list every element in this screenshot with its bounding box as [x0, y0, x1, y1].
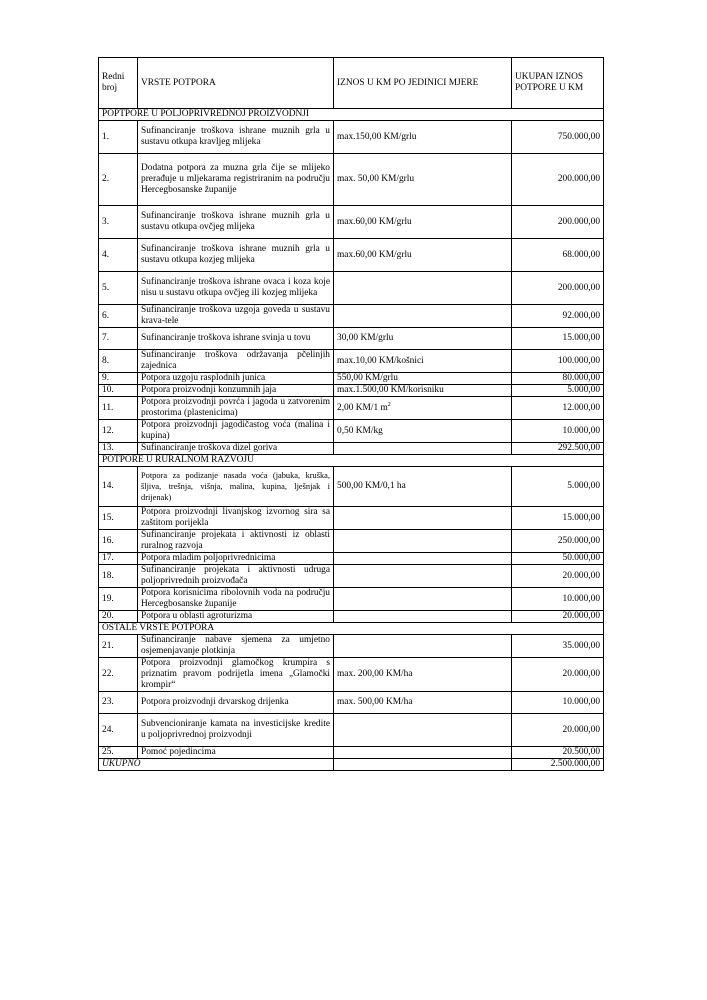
table-row: [99, 507, 604, 530]
unit-amount-text: max.10,00 KM/košnici: [337, 355, 424, 366]
row-description: Potpora u oblasti agroturizma: [138, 611, 334, 623]
row-number: 22.: [99, 658, 138, 692]
table-row: [99, 467, 604, 507]
row-unit-amount: [334, 658, 512, 692]
total-empty-cell: [334, 759, 512, 771]
section-row: [99, 623, 604, 635]
unit-amount-text: max. 500,00 KM/ha: [337, 697, 413, 707]
row-number: 24.: [99, 714, 138, 747]
row-total-amount: 50.000,00: [512, 553, 604, 565]
row-unit-amount: [334, 747, 512, 759]
unit-amount-text: max.60,00 KM/grlu: [337, 249, 412, 260]
row-description: Sufinanciranje troškova ishrane muznih grla u sustavu otkupa kravljeg mlijeka: [138, 121, 334, 154]
row-number: 19.: [99, 588, 138, 611]
row-number: 21.: [99, 635, 138, 658]
row-description: Sufinanciranje troškova ishrane muznih grla u sustavu otkupa kozjeg mlijeka: [138, 239, 334, 272]
row-total-amount: 15.000,00: [512, 507, 604, 530]
row-total-amount: 80.000,00: [512, 373, 604, 385]
row-description: Potpora korisnicima ribolovnih voda na području Hercegbosanske županije: [138, 588, 334, 611]
table-row: [99, 272, 604, 305]
table-row: [99, 373, 604, 385]
row-description: Sufinanciranje troškova ishrane ovaca i koza koje nisu u sustavu otkupa ovčjeg ili kozjeg mlijeka: [138, 272, 334, 305]
section-title: POPTPORE U POLJOPRIVREDNOJ PROIZVODNJI: [99, 109, 604, 121]
row-description: Sufinanciranje projekata i aktivnosti iz oblasti ruralnog razvoja: [138, 530, 334, 553]
row-description: Potpora proizvodnji livanjskog izvornog sira sa zaštitom porijekla: [138, 507, 334, 530]
row-total-amount: 20.000,00: [512, 611, 604, 623]
row-description: Sufinanciranje troškova ishrane svinja u tovu: [138, 328, 334, 350]
row-number: 10.: [99, 385, 138, 397]
row-unit-amount: [334, 239, 512, 272]
row-description: Potpora proizvodnji glamočkog krumpira s priznatim pravom podrijetla imena „Glamočki krompir“: [138, 658, 334, 692]
row-total-amount: 250.000,00: [512, 530, 604, 553]
table-row: [99, 206, 604, 239]
unit-amount-text: max.60,00 KM/grlu: [337, 216, 412, 227]
table-row: [99, 530, 604, 553]
unit-amount-text: max. 200,00 KM/ha: [337, 669, 413, 679]
row-unit-amount: [334, 635, 512, 658]
row-unit-amount: [334, 507, 512, 530]
row-number: 12.: [99, 420, 138, 443]
row-number: 1.: [99, 121, 138, 154]
row-total-amount: 35.000,00: [512, 635, 604, 658]
row-unit-amount: [334, 373, 512, 385]
table-header-row: [99, 58, 604, 109]
row-number: 3.: [99, 206, 138, 239]
row-description: Pomoć pojedincima: [138, 747, 334, 759]
row-description: Sufinanciranje troškova ishrane muznih grla u sustavu otkupa ovčjeg mlijeka: [138, 206, 334, 239]
row-description: Potpora za podizanje nasada voća (jabuka, kruška, šljiva, trešnja, višnja, malina, kupina, lješnjak i drijenak): [138, 467, 334, 507]
unit-amount-text: 30,00 KM/grlu: [337, 333, 394, 343]
unit-amount-text: max.150,00 KM/grlu: [337, 131, 417, 142]
table-row: [99, 635, 604, 658]
table-row: [99, 385, 604, 397]
unit-superscript: 2: [387, 401, 391, 408]
row-total-amount: 5.000,00: [512, 467, 604, 507]
row-total-amount: 92.000,00: [512, 305, 604, 328]
row-total-amount: 200.000,00: [512, 272, 604, 305]
row-number: 15.: [99, 507, 138, 530]
row-description: Potpora proizvodnji drvarskog drijenka: [138, 692, 334, 714]
unit-amount-text: 550,00 KM/grlu: [337, 373, 398, 383]
row-number: 23.: [99, 692, 138, 714]
row-description: Potpora proizvodnji jagodičastog voća (malina i kupina): [138, 420, 334, 443]
total-amount: 2.500.000,00: [512, 759, 604, 771]
row-description: Sufinanciranje troškova održavanja pčelinjih zajednica: [138, 350, 334, 373]
row-description: Sufinanciranje troškova uzgoja goveda u sustavu krava-tele: [138, 305, 334, 328]
row-unit-amount: [334, 154, 512, 206]
row-description: Sufinanciranje nabave sjemena za umjetno osjemenjavanje plotkinja: [138, 635, 334, 658]
support-table: [98, 57, 604, 771]
row-total-amount: 20.500,00: [512, 747, 604, 759]
row-total-amount: 10.000,00: [512, 692, 604, 714]
section-row: [99, 455, 604, 467]
row-description: Potpora proizvodnji povrća i jagoda u zatvorenim prostorima (plastenicima): [138, 397, 334, 420]
row-number: 8.: [99, 350, 138, 373]
row-unit-amount: [334, 588, 512, 611]
table-row: [99, 397, 604, 420]
table-row: [99, 565, 604, 588]
row-number: 4.: [99, 239, 138, 272]
row-total-amount: 15.000,00: [512, 328, 604, 350]
header-ukupan-iznos: UKUPAN IZNOS POTPORE U KM: [512, 58, 604, 109]
row-description: Sufinanciranje troškova dizel goriva: [138, 443, 334, 455]
row-unit-amount: [334, 272, 512, 305]
table-row: [99, 611, 604, 623]
table-row: [99, 328, 604, 350]
row-description: Sufinanciranje projekata i aktivnosti udruga poljoprivrednih proizvođača: [138, 565, 334, 588]
header-redni-broj: Redni broj: [99, 58, 138, 109]
row-number: 7.: [99, 328, 138, 350]
header-iznos-po-jedinici: IZNOS U KM PO JEDINICI MJERE: [334, 58, 512, 109]
unit-amount-text: 500,00 KM/0,1 ha: [337, 481, 406, 491]
total-label: UKUPNO: [99, 759, 334, 771]
row-number: 11.: [99, 397, 138, 420]
row-total-amount: 68.000,00: [512, 239, 604, 272]
table-row: [99, 443, 604, 455]
unit-amount-text: 0,50 KM/kg: [337, 425, 383, 436]
unit-amount-text: max.1.500,00 KM/korisniku: [337, 385, 444, 395]
row-total-amount: 200.000,00: [512, 206, 604, 239]
row-unit-amount: [334, 692, 512, 714]
row-unit-amount: [334, 350, 512, 373]
table-row: [99, 692, 604, 714]
row-number: 9.: [99, 373, 138, 385]
row-unit-amount: [334, 530, 512, 553]
row-unit-amount: [334, 443, 512, 455]
header-vrste-potpora: VRSTE POTPORA: [138, 58, 334, 109]
row-unit-amount: [334, 420, 512, 443]
section-title: POTPORE U RURALNOM RAZVOJU: [99, 455, 604, 467]
table-row: [99, 239, 604, 272]
row-unit-amount: [334, 553, 512, 565]
row-total-amount: 292.500,00: [512, 443, 604, 455]
row-unit-amount: [334, 305, 512, 328]
section-title: OSTALE VRSTE POTPORA: [99, 623, 604, 635]
row-description: Potpora proizvodnji konzumnih jaja: [138, 385, 334, 397]
row-number: 18.: [99, 565, 138, 588]
total-row: [99, 759, 604, 771]
row-number: 17.: [99, 553, 138, 565]
table-row: [99, 747, 604, 759]
table-row: [99, 420, 604, 443]
row-total-amount: 200.000,00: [512, 154, 604, 206]
row-unit-amount: [334, 714, 512, 747]
row-number: 14.: [99, 467, 138, 507]
unit-amount-text: max. 50,00 KM/grlu: [337, 174, 415, 184]
row-unit-amount: [334, 328, 512, 350]
row-number: 13.: [99, 443, 138, 455]
row-unit-amount: [334, 385, 512, 397]
row-total-amount: 750.000,00: [512, 121, 604, 154]
row-number: 16.: [99, 530, 138, 553]
row-description: Potpora mladim poljoprivrednicima: [138, 553, 334, 565]
table-row: [99, 154, 604, 206]
row-number: 20.: [99, 611, 138, 623]
row-total-amount: 100.000,00: [512, 350, 604, 373]
row-description: Dodatna potpora za muzna grla čije se mlijeko prerađuje u mljekarama registriranim na području Hercegbosanske županije: [138, 154, 334, 206]
row-unit-amount: [334, 565, 512, 588]
table-row: [99, 121, 604, 154]
row-number: 25.: [99, 747, 138, 759]
table-row: [99, 553, 604, 565]
row-number: 6.: [99, 305, 138, 328]
row-total-amount: 12.000,00: [512, 397, 604, 420]
table-row: [99, 714, 604, 747]
row-unit-amount: [334, 467, 512, 507]
row-description: Subvencioniranje kamata na investicijske kredite u poljoprivrednoj proizvodnji: [138, 714, 334, 747]
table-row: [99, 350, 604, 373]
row-unit-amount: [334, 611, 512, 623]
row-total-amount: 10.000,00: [512, 588, 604, 611]
row-total-amount: 20.000,00: [512, 658, 604, 692]
section-row: [99, 109, 604, 121]
table-row: [99, 305, 604, 328]
row-total-amount: 20.000,00: [512, 565, 604, 588]
row-total-amount: 5.000,00: [512, 385, 604, 397]
row-unit-amount: [334, 121, 512, 154]
row-total-amount: 20.000,00: [512, 714, 604, 747]
unit-amount-text: 2,00 KM/1 m: [337, 402, 388, 413]
row-description: Potpora uzgoju rasplodnih junica: [138, 373, 334, 385]
row-number: 2.: [99, 154, 138, 206]
row-number: 5.: [99, 272, 138, 305]
row-total-amount: 10.000,00: [512, 420, 604, 443]
row-unit-amount: [334, 206, 512, 239]
row-unit-amount: [334, 397, 512, 420]
table-row: [99, 658, 604, 692]
table-row: [99, 588, 604, 611]
